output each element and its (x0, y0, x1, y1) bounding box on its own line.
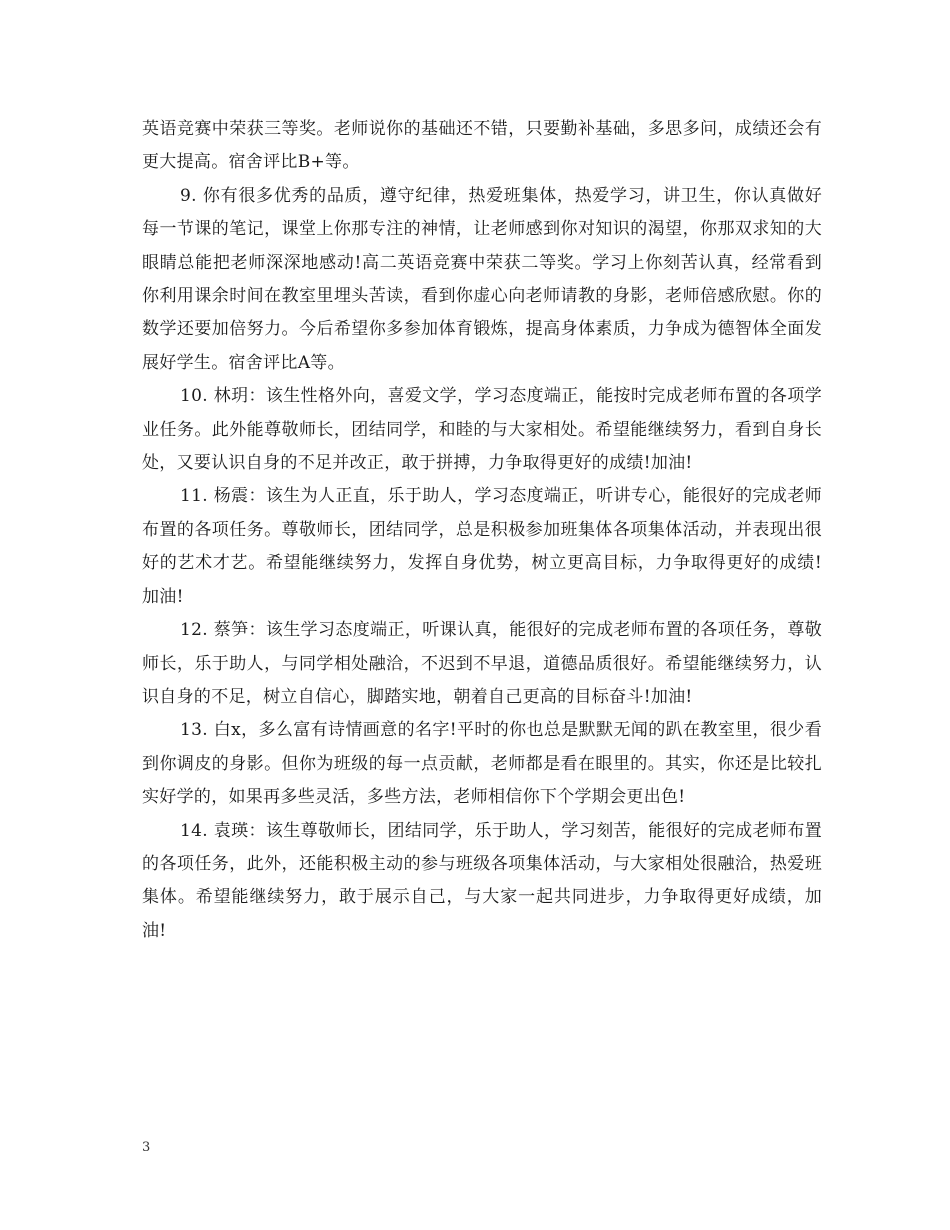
paragraph-item-10: 10. 林玥：该生性格外向，喜爱文学，学习态度端正，能按时完成老师布置的各项学业任务。此外能尊敬师长，团结同学，和睦的与大家相处。希望能继续努力，看到自身长处，又要认识自身的不足并改正，敢于拼搏，力争取得更好的成绩!加油! (142, 386, 822, 474)
document-body (142, 113, 822, 948)
paragraph-continuation: 英语竞赛中荣获三等奖。老师说你的基础还不错，只要勤补基础，多思多问，成绩还会有更大提高。宿舍评比B+等。 (142, 119, 822, 173)
paragraph-item-14: 14. 袁瑛：该生尊敬师长，团结同学，乐于助人，学习刻苦，能很好的完成老师布置的各项任务，此外，还能积极主动的参与班级各项集体活动，与大家相处很融洽，热爱班集体。希望能继续努力，敢于展示自己，与大家一起共同进步，力争取得更好成绩，加油! (142, 820, 822, 941)
paragraph-item-12: 12. 蔡笋：该生学习态度端正，听课认真，能很好的完成老师布置的各项任务，尊敬师长，乐于助人，与同学相处融洽，不迟到不早退，道德品质很好。希望能继续努力，认识自身的不足，树立自信心，脚踏实地，朝着自己更高的目标奋斗!加油! (142, 620, 822, 707)
paragraph-item-9: 9. 你有很多优秀的品质，遵守纪律，热爱班集体，热爱学习，讲卫生，你认真做好每一节课的笔记，课堂上你那专注的神情，让老师感到你对知识的渴望，你那双求知的大眼睛总能把老师深深地感动!高二英语竞赛中荣获二等奖。学习上你刻苦认真，经常看到你利用课余时间在教室里埋头苦读，看到你虚心向老师请教的身影，老师倍感欣慰。你的数学还要加倍努力。今后希望你多参加体育锻炼，提高身体素质，力争成为德智体全面发展好学生。宿舍评比A等。 (142, 185, 822, 373)
paragraph-item-13: 13. 白x，多么富有诗情画意的名字!平时的你也总是默默无闻的趴在教室里，很少看到你调皮的身影。但你为班级的每一点贡献，老师都是看在眼里的。其实，你还是比较扎实好学的，如果再多些灵活，多些方法，老师相信你下个学期会更出色! (142, 720, 822, 808)
page-number: 3 (142, 1140, 151, 1155)
paragraph-item-11: 11. 杨震：该生为人正直，乐于助人，学习态度端正，听讲专心，能很好的完成老师布置的各项任务。尊敬师长，团结同学，总是积极参加班集体各项集体活动，并表现出很好的艺术才艺。希望能继续努力，发挥自身优势，树立更高目标，力争取得更好的成绩!加油! (142, 486, 822, 607)
